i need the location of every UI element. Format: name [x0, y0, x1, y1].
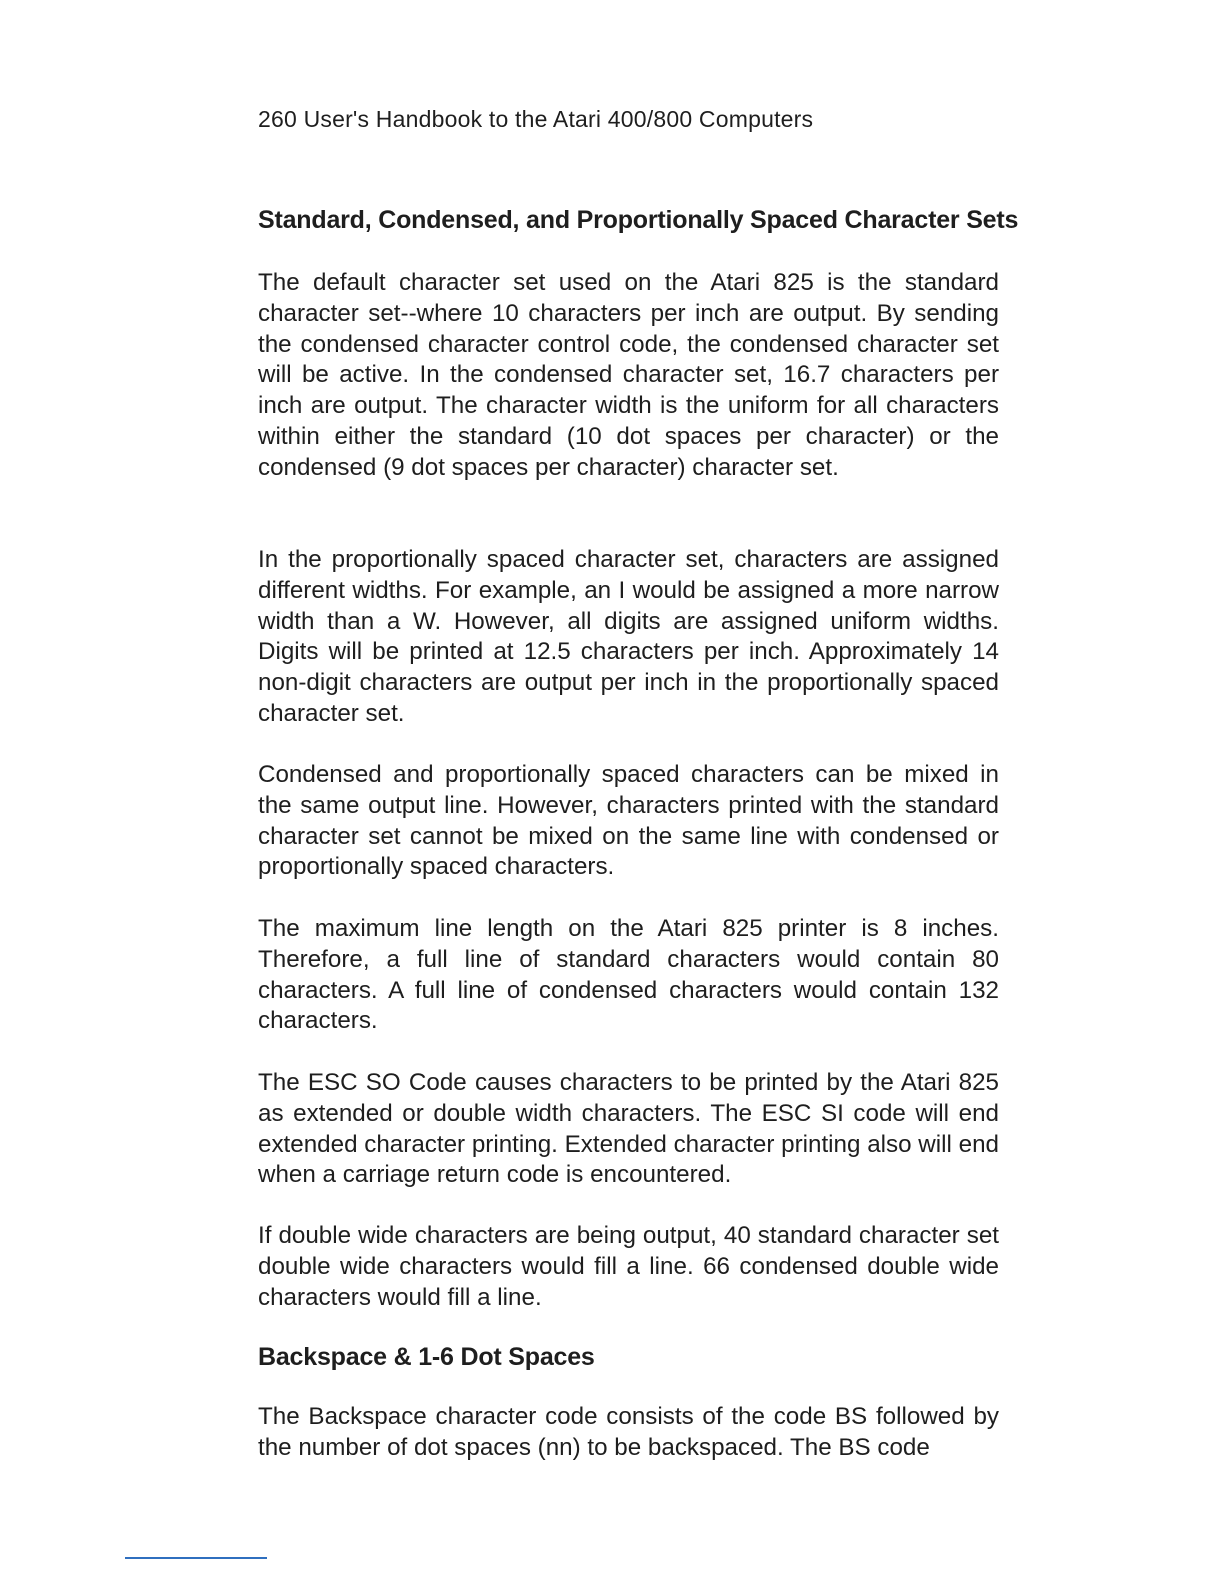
section-heading-character-sets: Standard, Condensed, and Proportionally Spaced Character Sets [258, 206, 1019, 234]
paragraph-maximum-line-length: The maximum line length on the Atari 825 printer is 8 inches. Therefore, a full line of standard characters would contain 80 characters. A full line of condensed characters would contain 132 characters. [258, 915, 999, 1035]
paragraph-esc-so-code: The ESC SO Code causes characters to be printed by the Atari 825 as extended or double width characters. The ESC SI code will end extended character printing. Extended character printing also will end when a carriage return code is encountered. [258, 1069, 999, 1189]
running-head: 260 User's Handbook to the Atari 400/800 Computers [258, 106, 814, 132]
paragraph-proportional-spacing: In the proportionally spaced character set, characters are assigned different widths. For example, an I would be assigned a more narrow width than a W. However, all digits are assigned uniform widths. Digits will be printed at 12.5 characters per inch. Approximately 14 non-digit characters are output per inch in the proportionally spaced character set. [258, 546, 999, 727]
paragraph-backspace-code: The Backspace character code consists of the code BS followed by the number of dot spaces (nn) to be backspaced. The BS code [258, 1403, 999, 1461]
paragraph-double-wide-characters: If double wide characters are being output, 40 standard character set double wide characters would fill a line. 66 condensed double wide characters would fill a line. [258, 1222, 999, 1311]
paragraph-mixing-character-sets: Condensed and proportionally spaced characters can be mixed in the same output line. However, characters printed with the standard character set cannot be mixed on the same line with condensed or proportionally spaced characters. [258, 761, 999, 881]
section-heading-backspace: Backspace & 1-6 Dot Spaces [258, 1343, 595, 1371]
paragraph-default-character-set: The default character set used on the Atari 825 is the standard character set--where 10 characters per inch are output. By sending the condensed character control code, the condensed character set will be active. In the condensed character set, 16.7 characters per inch are output. The character width is the uniform for all characters within either the standard (10 dot spaces per character) or the condensed (9 dot spaces per character) character set. [258, 269, 999, 481]
footer-rule [125, 1557, 267, 1559]
